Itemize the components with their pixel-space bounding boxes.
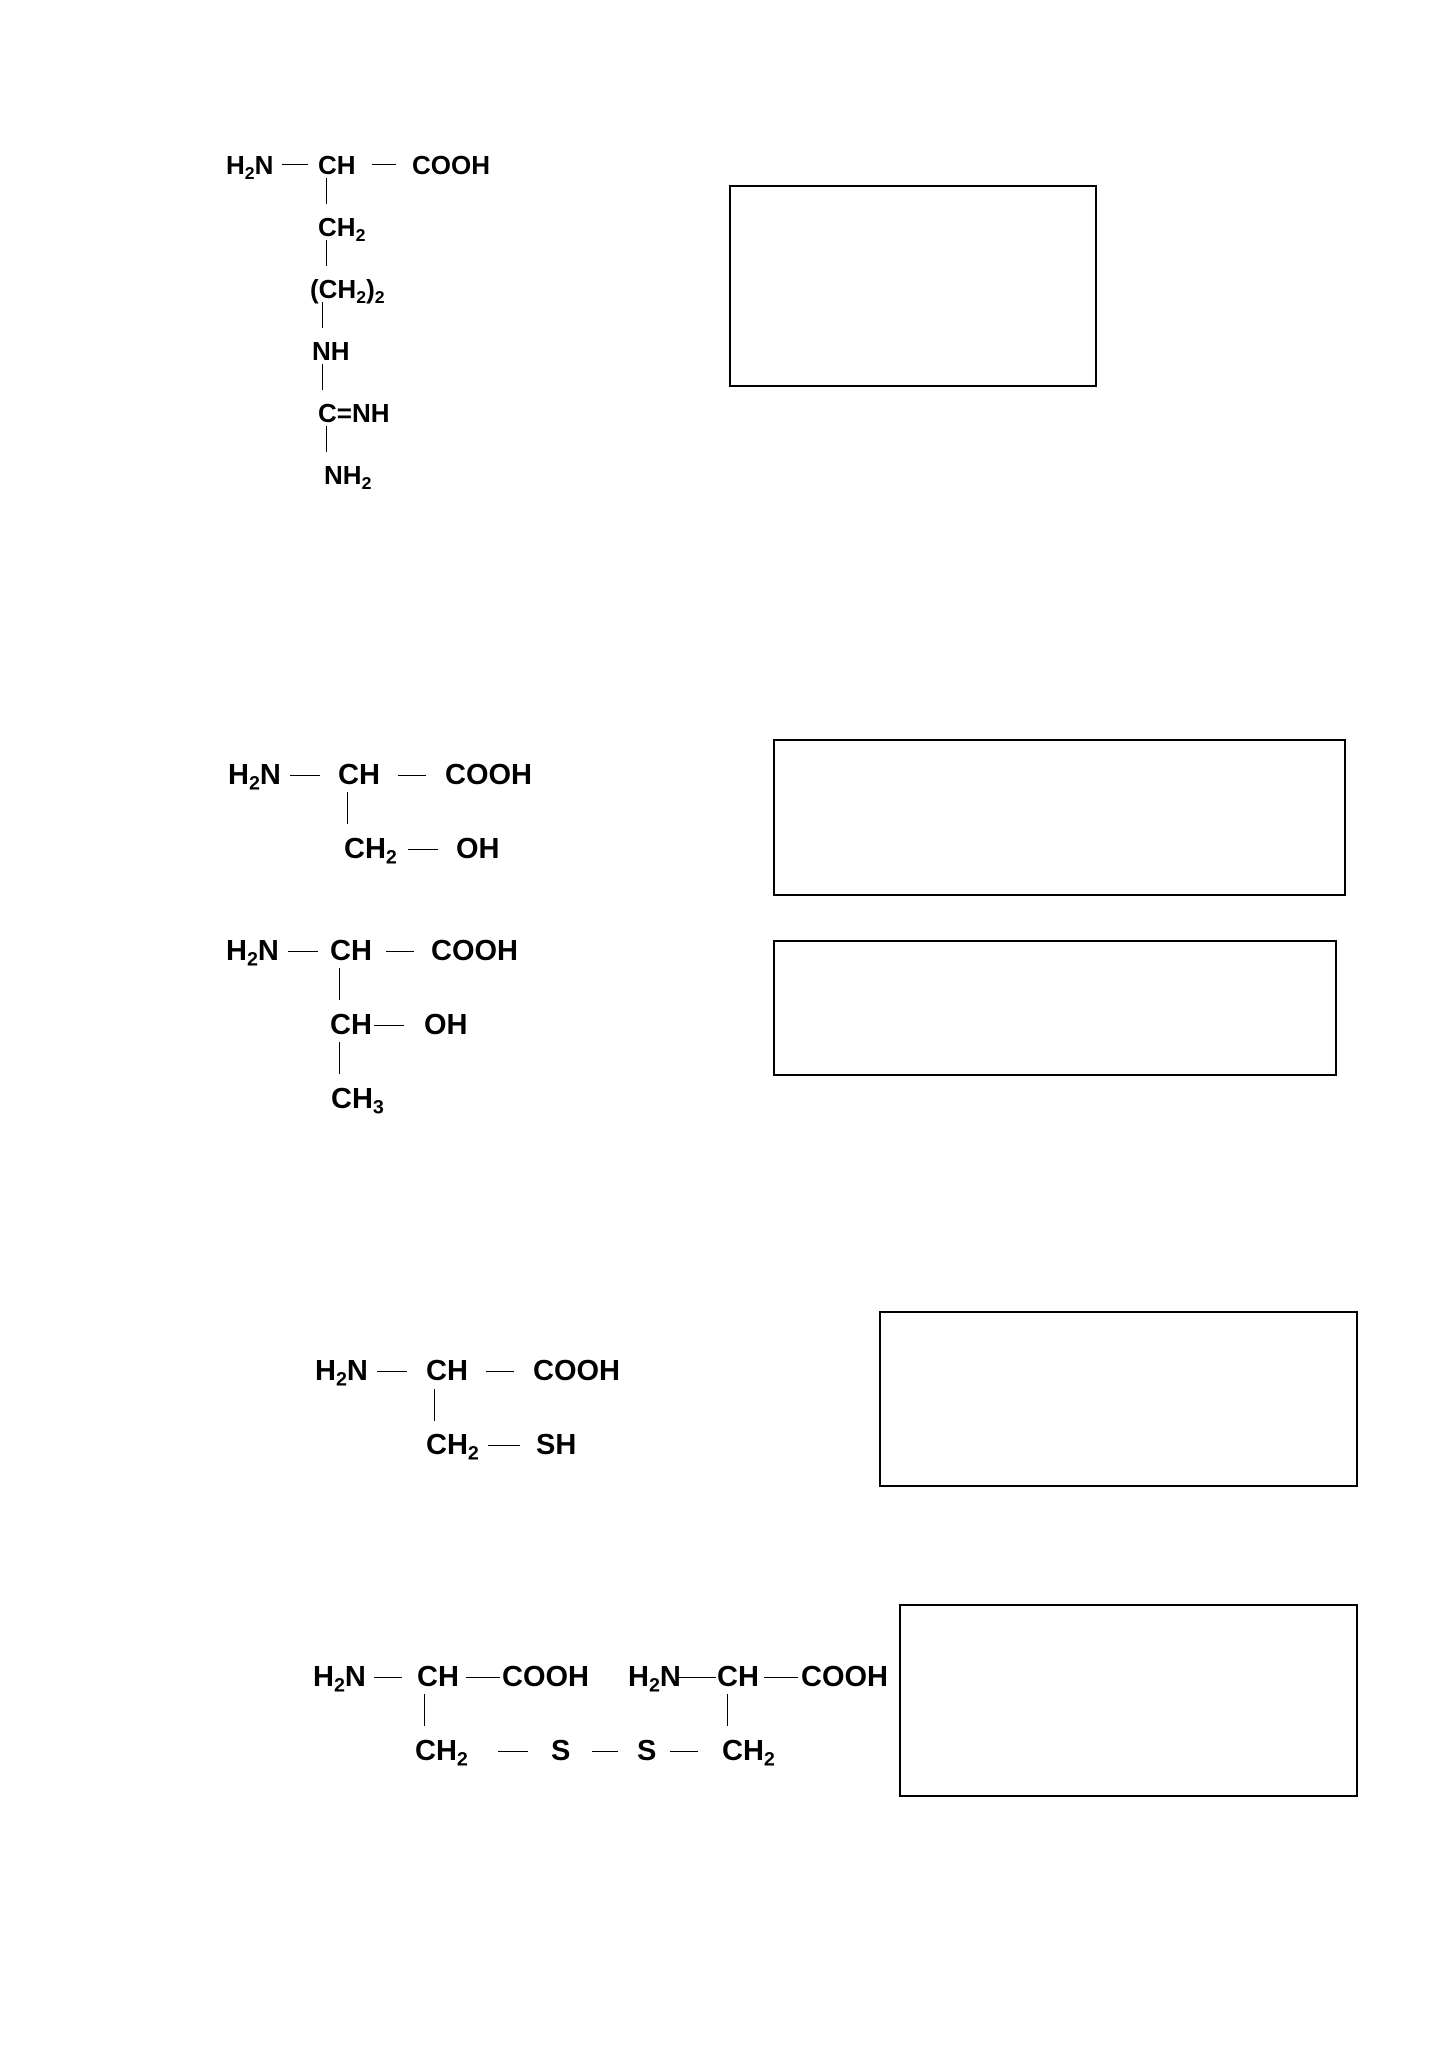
bond bbox=[486, 1371, 514, 1372]
bond bbox=[466, 1677, 500, 1678]
side-chain-nh: NH bbox=[312, 336, 350, 366]
answer-box-3[interactable] bbox=[773, 940, 1337, 1076]
carboxyl-group: COOH bbox=[431, 935, 518, 967]
amino-group: $H_2N$ bbox=[226, 935, 279, 971]
bond bbox=[372, 164, 396, 165]
amino-group: $H_2N$ bbox=[226, 150, 274, 183]
bond bbox=[398, 775, 426, 776]
hydroxyl-group: OH bbox=[456, 833, 500, 865]
alpha-carbon-right: CH bbox=[717, 1661, 759, 1693]
side-chain-guanidino: C=NH bbox=[318, 398, 390, 428]
amino-group-left: $H_2N$ bbox=[313, 1661, 366, 1697]
answer-box-4[interactable] bbox=[879, 1311, 1358, 1487]
bond bbox=[377, 1371, 407, 1372]
bond bbox=[374, 1025, 404, 1026]
answer-box-2[interactable] bbox=[773, 739, 1346, 896]
bond bbox=[339, 968, 340, 1000]
side-chain-ch2-repeat: $(CH_2)_2$ bbox=[310, 274, 385, 307]
side-chain-nh2: $NH_2$ bbox=[324, 460, 372, 493]
carboxyl-group-left: COOH bbox=[502, 1661, 589, 1693]
bond bbox=[434, 1389, 435, 1421]
bond bbox=[670, 1751, 698, 1752]
side-chain-ch2-left: $CH_2$ bbox=[415, 1735, 468, 1771]
amino-group: $H_2N$ bbox=[315, 1355, 368, 1391]
bond bbox=[592, 1751, 618, 1752]
side-chain-ch2: $CH_2$ bbox=[344, 833, 397, 869]
bond bbox=[326, 178, 327, 204]
bond bbox=[339, 1042, 340, 1074]
bond bbox=[322, 302, 323, 328]
thiol-group: SH bbox=[536, 1429, 577, 1461]
bond bbox=[326, 426, 327, 452]
bond bbox=[290, 775, 320, 776]
bond bbox=[488, 1445, 520, 1446]
bond bbox=[347, 792, 348, 824]
alpha-carbon: CH bbox=[330, 935, 372, 967]
bond bbox=[678, 1677, 716, 1678]
bond bbox=[424, 1694, 425, 1726]
side-chain-ch2-right: $CH_2$ bbox=[722, 1735, 775, 1771]
bond bbox=[326, 240, 327, 266]
bond bbox=[386, 951, 414, 952]
answer-box-1[interactable] bbox=[729, 185, 1097, 387]
alpha-carbon: CH bbox=[318, 150, 356, 180]
methyl-group: $CH_3$ bbox=[331, 1083, 384, 1119]
bond bbox=[408, 849, 438, 850]
side-chain-ch2: $CH_2$ bbox=[318, 212, 366, 245]
sulfur-atom-2: S bbox=[637, 1735, 657, 1767]
side-chain-ch: CH bbox=[330, 1009, 372, 1041]
bond bbox=[374, 1677, 402, 1678]
bond bbox=[282, 164, 308, 165]
hydroxyl-group: OH bbox=[424, 1009, 468, 1041]
answer-box-5[interactable] bbox=[899, 1604, 1358, 1797]
carboxyl-group: COOH bbox=[445, 759, 532, 791]
sulfur-atom-1: S bbox=[551, 1735, 571, 1767]
bond bbox=[727, 1694, 728, 1726]
amino-group: $H_2N$ bbox=[228, 759, 281, 795]
bond bbox=[498, 1751, 528, 1752]
carboxyl-group-right: COOH bbox=[801, 1661, 888, 1693]
carboxyl-group: COOH bbox=[412, 150, 490, 180]
alpha-carbon-left: CH bbox=[417, 1661, 459, 1693]
bond bbox=[322, 364, 323, 390]
side-chain-ch2: $CH_2$ bbox=[426, 1429, 479, 1465]
alpha-carbon: CH bbox=[338, 759, 380, 791]
carboxyl-group: COOH bbox=[533, 1355, 620, 1387]
bond bbox=[764, 1677, 798, 1678]
bond bbox=[288, 951, 318, 952]
alpha-carbon: CH bbox=[426, 1355, 468, 1387]
amino-group-right: $H_2N$ bbox=[628, 1661, 681, 1697]
